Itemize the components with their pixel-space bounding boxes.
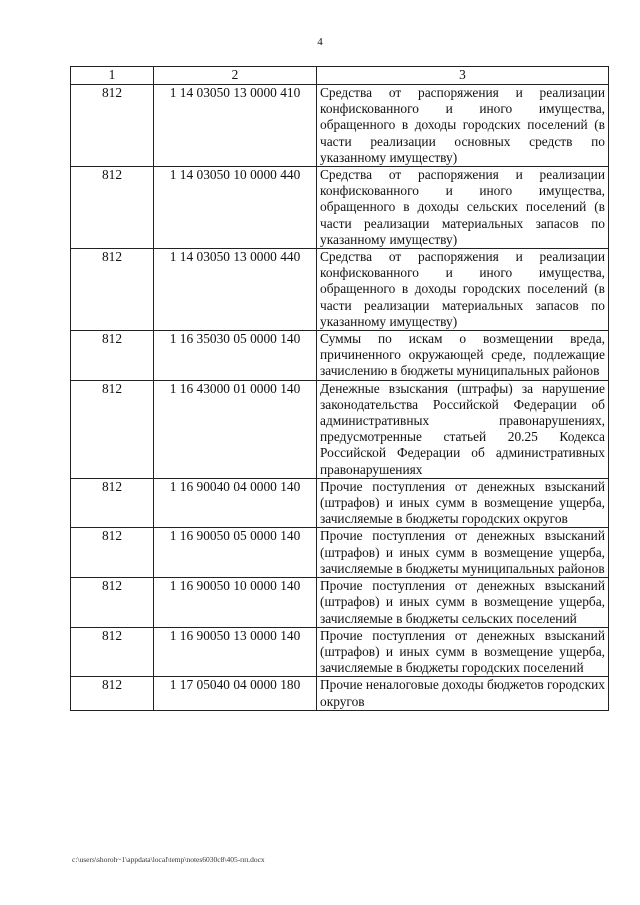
admin-code-cell: 812 (71, 627, 154, 677)
table-row (71, 380, 609, 478)
income-code-cell: 1 16 90050 13 0000 140 (154, 627, 317, 677)
footer-file-path: c:\users\shoroh~1\appdata\local\temp\notes6030c8\405-пп.docx (72, 855, 265, 864)
table-row (71, 677, 609, 710)
income-description-cell: Прочие поступления от денежных взысканий (штрафов) и иных сумм в возмещение ущерба, зачисляемые в бюджеты городских поселений (317, 627, 609, 677)
budget-codes-table (70, 66, 609, 711)
table-header (71, 67, 609, 85)
income-description-cell: Прочие поступления от денежных взысканий (штрафов) и иных сумм в возмещение ущерба, зачисляемые в бюджеты муниципальных районов (317, 528, 609, 578)
table-row (71, 85, 609, 167)
income-description-cell: Прочие поступления от денежных взысканий (штрафов) и иных сумм в возмещение ущерба, зачисляемые в бюджеты городских округов (317, 478, 609, 528)
income-description-cell: Суммы по искам о возмещении вреда, причиненного окружающей среде, подлежащие зачислению в бюджеты муниципальных районов (317, 331, 609, 381)
admin-code-cell: 812 (71, 85, 154, 167)
admin-code-cell: 812 (71, 578, 154, 628)
income-code-cell: 1 17 05040 04 0000 180 (154, 677, 317, 710)
income-description-cell: Денежные взыскания (штрафы) за нарушение законодательства Российской Федерации об административных правонарушениях, предусмотренные статьей 20.25 Кодекса Российской Федерации об административных правонарушениях (317, 380, 609, 478)
admin-code-cell: 812 (71, 677, 154, 710)
table-row (71, 331, 609, 381)
income-code-cell: 1 16 43000 01 0000 140 (154, 380, 317, 478)
income-code-cell: 1 16 90050 05 0000 140 (154, 528, 317, 578)
table-row (71, 627, 609, 677)
admin-code-cell: 812 (71, 528, 154, 578)
income-code-cell: 1 14 03050 13 0000 410 (154, 85, 317, 167)
income-description-cell: Средства от распоряжения и реализации конфискованного и иного имущества, обращенного в доходы сельских поселений (в части реализации материальных запасов по указанному имуществу) (317, 167, 609, 249)
income-description-cell: Средства от распоряжения и реализации конфискованного и иного имущества, обращенного в доходы городских поселений (в части реализации основных средств по указанному имуществу) (317, 85, 609, 167)
column-header-2: 2 (154, 67, 317, 85)
admin-code-cell: 812 (71, 167, 154, 249)
table-row (71, 167, 609, 249)
admin-code-cell: 812 (71, 249, 154, 331)
income-code-cell: 1 16 35030 05 0000 140 (154, 331, 317, 381)
income-description-cell: Прочие неналоговые доходы бюджетов городских округов (317, 677, 609, 710)
table-row (71, 249, 609, 331)
admin-code-cell: 812 (71, 380, 154, 478)
income-code-cell: 1 14 03050 13 0000 440 (154, 249, 317, 331)
income-code-cell: 1 14 03050 10 0000 440 (154, 167, 317, 249)
table-row (71, 528, 609, 578)
table-body (71, 85, 609, 711)
column-header-1: 1 (71, 67, 154, 85)
admin-code-cell: 812 (71, 331, 154, 381)
income-code-cell: 1 16 90050 10 0000 140 (154, 578, 317, 628)
header-row (71, 67, 609, 85)
income-description-cell: Прочие поступления от денежных взысканий (штрафов) и иных сумм в возмещение ущерба, зачисляемые в бюджеты сельских поселений (317, 578, 609, 628)
income-code-cell: 1 16 90040 04 0000 140 (154, 478, 317, 528)
income-description-cell: Средства от распоряжения и реализации конфискованного и иного имущества, обращенного в доходы городских поселений (в части реализации материальных запасов по указанному имуществу) (317, 249, 609, 331)
table-row (71, 578, 609, 628)
column-header-3: 3 (317, 67, 609, 85)
admin-code-cell: 812 (71, 478, 154, 528)
page-number: 4 (317, 36, 323, 48)
table-row (71, 478, 609, 528)
